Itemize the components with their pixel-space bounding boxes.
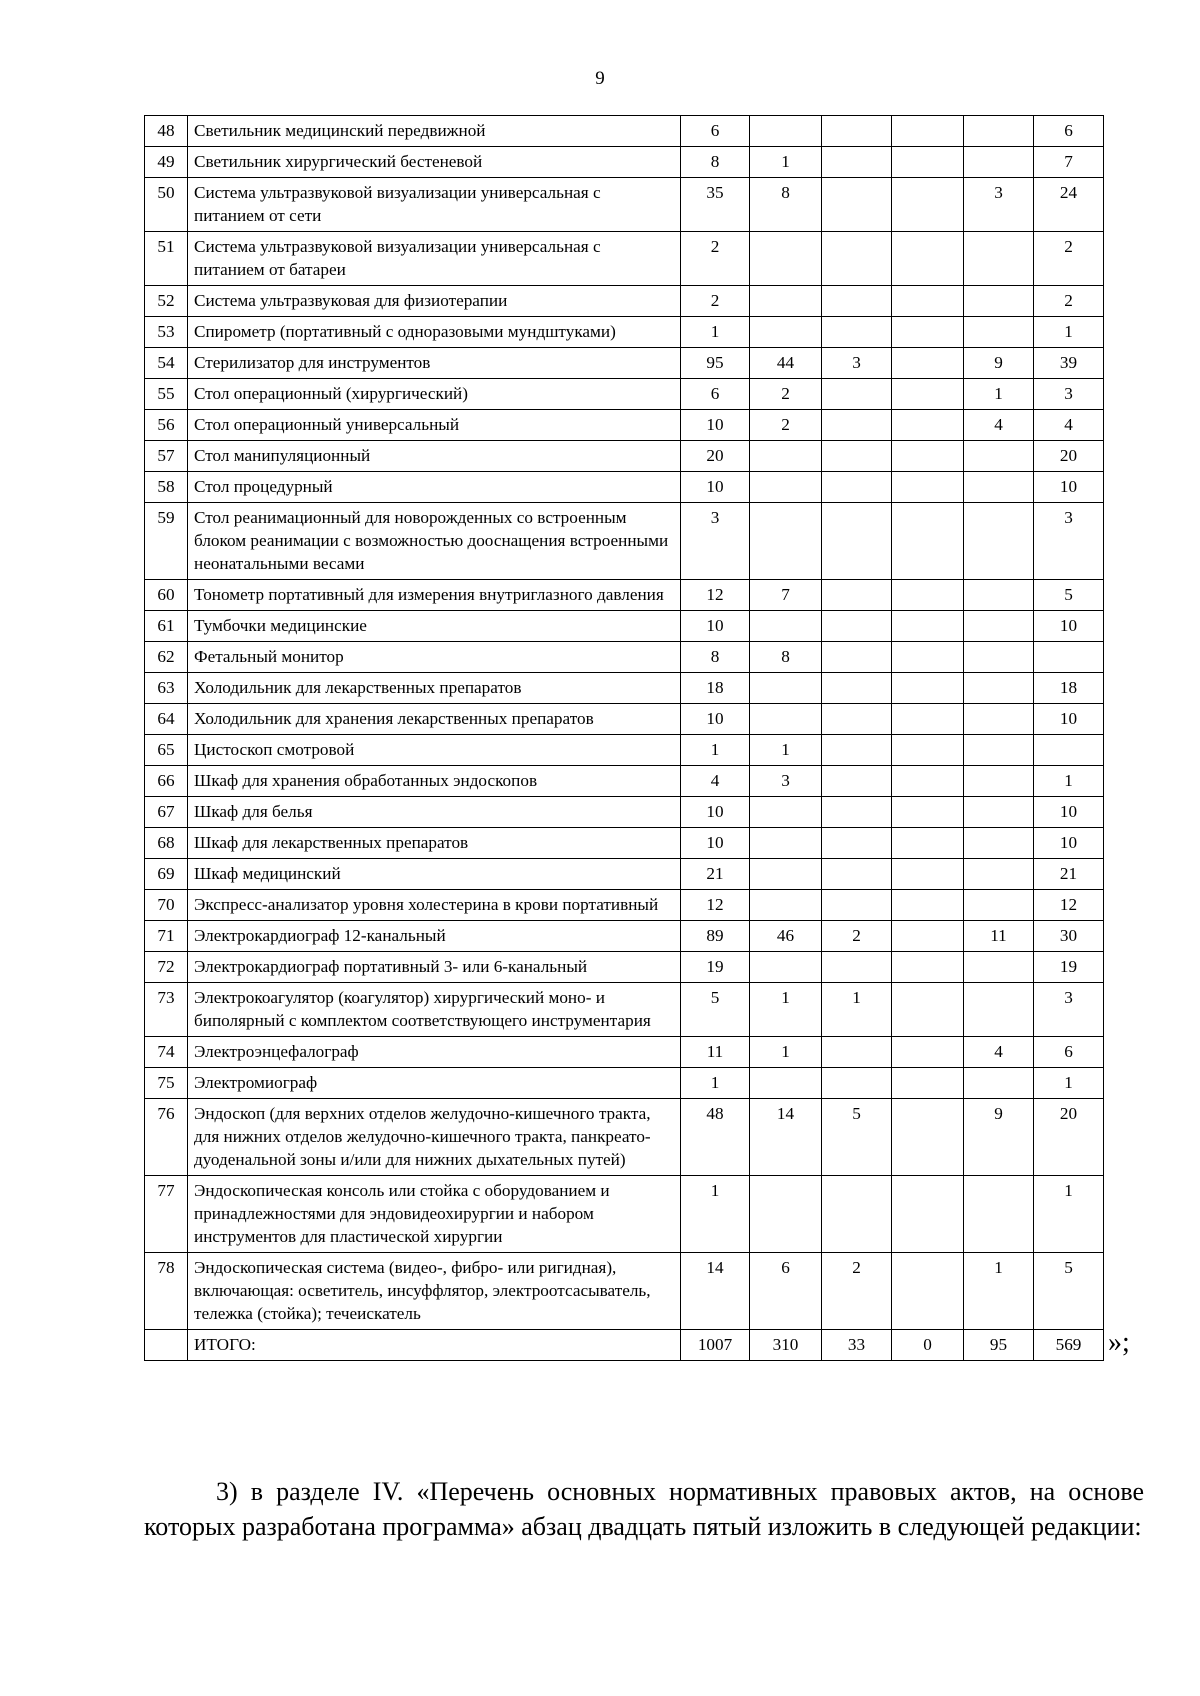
quantity-cell-6: 7 [1034,147,1104,178]
quantity-cell-5 [964,642,1034,673]
quantity-cell-2 [750,952,822,983]
table-row [145,921,1104,952]
row-number: 77 [145,1176,188,1253]
row-number: 75 [145,1068,188,1099]
quantity-cell-4 [892,1176,964,1253]
quantity-cell-3 [822,286,892,317]
quantity-cell-1: 1 [681,1068,750,1099]
row-number: 78 [145,1253,188,1330]
equipment-name: Стол реанимационный для новорожденных со встроенным блоком реанимации с возможностью дооснащения встроенными неонатальными весами [188,503,681,580]
quantity-cell-1: 1 [681,735,750,766]
row-number: 69 [145,859,188,890]
quantity-cell-2 [750,503,822,580]
quantity-cell-6 [1034,642,1104,673]
quantity-cell-5 [964,1068,1034,1099]
equipment-name: Эндоскопическая консоль или стойка с оборудованием и принадлежностями для эндовидеохирургии и набором инструментов для пластической хирургии [188,1176,681,1253]
row-number: 58 [145,472,188,503]
quantity-cell-1: 10 [681,410,750,441]
table-row [145,441,1104,472]
table-row [145,890,1104,921]
quantity-cell-6: 3 [1034,503,1104,580]
equipment-name: Холодильник для лекарственных препаратов [188,673,681,704]
equipment-name: Холодильник для хранения лекарственных препаратов [188,704,681,735]
quantity-cell-1: 19 [681,952,750,983]
quantity-cell-3 [822,828,892,859]
quantity-cell-5 [964,859,1034,890]
quantity-cell-4 [892,441,964,472]
quantity-cell-5: 4 [964,1037,1034,1068]
quantity-cell-3 [822,178,892,232]
table-row [145,147,1104,178]
equipment-name: Эндоскопическая система (видео-, фибро- или ригидная), включающая: осветитель, инсуффлятор, электроотсасыватель, тележка (стойка); течеискатель [188,1253,681,1330]
quantity-cell-5 [964,503,1034,580]
quantity-cell-4 [892,286,964,317]
row-number: 66 [145,766,188,797]
quantity-cell-4 [892,673,964,704]
quantity-cell-1: 10 [681,704,750,735]
quantity-cell-3 [822,232,892,286]
table-row [145,379,1104,410]
equipment-name: Электрокардиограф портативный 3- или 6-канальный [188,952,681,983]
row-number: 71 [145,921,188,952]
quantity-cell-3 [822,472,892,503]
quantity-cell-3 [822,797,892,828]
row-number: 59 [145,503,188,580]
quantity-cell-4 [892,178,964,232]
table-row [145,1099,1104,1176]
quantity-cell-6: 4 [1034,410,1104,441]
quantity-cell-1: 12 [681,580,750,611]
quantity-cell-6: 10 [1034,797,1104,828]
quantity-cell-6: 20 [1034,1099,1104,1176]
quantity-cell-4 [892,379,964,410]
quantity-cell-4 [892,766,964,797]
quantity-cell-6: 2 [1034,286,1104,317]
equipment-name: Тонометр портативный для измерения внутриглазного давления [188,580,681,611]
quantity-cell-3: 2 [822,1253,892,1330]
quantity-cell-2 [750,317,822,348]
quantity-cell-4 [892,580,964,611]
quantity-cell-6: 24 [1034,178,1104,232]
quantity-cell-4 [892,859,964,890]
quantity-cell-2 [750,441,822,472]
closing-quote-mark: »; [1108,1327,1130,1358]
row-number: 49 [145,147,188,178]
amendment-paragraph: 3) в разделе IV. «Перечень основных нормативных правовых актов, на основе которых разработана программа» абзац двадцать пятый изложить в следующей редакции: [144,1477,1144,1541]
quantity-cell-2 [750,286,822,317]
quantity-cell-2: 1 [750,735,822,766]
quantity-cell-2: 1 [750,983,822,1037]
quantity-cell-2 [750,116,822,147]
quantity-cell-6: 2 [1034,232,1104,286]
quantity-cell-5 [964,704,1034,735]
quantity-cell-2: 310 [750,1330,822,1361]
page-number: 9 [595,68,605,89]
equipment-name: Стерилизатор для инструментов [188,348,681,379]
table-row [145,580,1104,611]
quantity-cell-6: 5 [1034,580,1104,611]
table-row [145,116,1104,147]
quantity-cell-4 [892,1068,964,1099]
quantity-cell-5: 9 [964,1099,1034,1176]
row-number: 65 [145,735,188,766]
table-row [145,1176,1104,1253]
row-number: 73 [145,983,188,1037]
quantity-cell-3 [822,890,892,921]
row-number [145,1330,188,1361]
equipment-name: Электроэнцефалограф [188,1037,681,1068]
table-row [145,503,1104,580]
quantity-cell-1: 14 [681,1253,750,1330]
row-number: 54 [145,348,188,379]
quantity-cell-4 [892,735,964,766]
table-row [145,673,1104,704]
quantity-cell-5 [964,673,1034,704]
quantity-cell-2: 46 [750,921,822,952]
quantity-cell-6: 39 [1034,348,1104,379]
quantity-cell-4 [892,828,964,859]
table-row [145,1253,1104,1330]
quantity-cell-5: 3 [964,178,1034,232]
quantity-cell-4 [892,611,964,642]
table-row [145,952,1104,983]
quantity-cell-3 [822,379,892,410]
quantity-cell-4 [892,890,964,921]
quantity-cell-1: 10 [681,828,750,859]
quantity-cell-1: 10 [681,472,750,503]
quantity-cell-4 [892,116,964,147]
quantity-cell-3 [822,116,892,147]
quantity-cell-6: 1 [1034,1068,1104,1099]
quantity-cell-3: 5 [822,1099,892,1176]
quantity-cell-1: 3 [681,503,750,580]
quantity-cell-5 [964,317,1034,348]
equipment-name: Светильник медицинский передвижной [188,116,681,147]
equipment-name: Спирометр (портативный с одноразовыми мундштуками) [188,317,681,348]
quantity-cell-4 [892,1253,964,1330]
quantity-cell-5 [964,580,1034,611]
quantity-cell-2: 3 [750,766,822,797]
quantity-cell-3 [822,611,892,642]
quantity-cell-5 [964,611,1034,642]
equipment-name: Электрокардиограф 12-канальный [188,921,681,952]
quantity-cell-5 [964,797,1034,828]
quantity-cell-6: 3 [1034,983,1104,1037]
quantity-cell-5 [964,952,1034,983]
quantity-cell-6: 19 [1034,952,1104,983]
quantity-cell-6: 1 [1034,766,1104,797]
quantity-cell-2 [750,704,822,735]
quantity-cell-1: 21 [681,859,750,890]
quantity-cell-5 [964,116,1034,147]
total-label: ИТОГО: [188,1330,681,1361]
row-number: 51 [145,232,188,286]
equipment-name: Система ультразвуковой визуализации универсальная с питанием от батареи [188,232,681,286]
quantity-cell-6: 5 [1034,1253,1104,1330]
quantity-cell-2: 2 [750,410,822,441]
table-row [145,611,1104,642]
quantity-cell-3 [822,410,892,441]
equipment-name: Стол манипуляционный [188,441,681,472]
quantity-cell-2 [750,1176,822,1253]
quantity-cell-1: 89 [681,921,750,952]
quantity-cell-6 [1034,735,1104,766]
quantity-cell-5: 11 [964,921,1034,952]
quantity-cell-3 [822,859,892,890]
table-row [145,348,1104,379]
quantity-cell-1: 1007 [681,1330,750,1361]
quantity-cell-2 [750,673,822,704]
table-row [145,704,1104,735]
quantity-cell-3 [822,580,892,611]
quantity-cell-6: 1 [1034,1176,1104,1253]
quantity-cell-4 [892,232,964,286]
quantity-cell-2 [750,232,822,286]
equipment-name: Система ультразвуковая для физиотерапии [188,286,681,317]
equipment-name: Система ультразвуковой визуализации универсальная с питанием от сети [188,178,681,232]
equipment-name: Стол операционный универсальный [188,410,681,441]
quantity-cell-5 [964,983,1034,1037]
quantity-cell-3: 2 [822,921,892,952]
table-row [145,983,1104,1037]
row-number: 50 [145,178,188,232]
equipment-name: Шкаф для хранения обработанных эндоскопов [188,766,681,797]
quantity-cell-5 [964,890,1034,921]
quantity-cell-3: 1 [822,983,892,1037]
quantity-cell-6: 10 [1034,704,1104,735]
quantity-cell-2: 8 [750,178,822,232]
quantity-cell-3 [822,704,892,735]
equipment-table [144,115,1104,1361]
quantity-cell-5: 4 [964,410,1034,441]
quantity-cell-4 [892,410,964,441]
table-body [145,116,1104,1361]
quantity-cell-6: 10 [1034,611,1104,642]
quantity-cell-5 [964,766,1034,797]
quantity-cell-1: 2 [681,286,750,317]
row-number: 67 [145,797,188,828]
table-row [145,859,1104,890]
table-row [145,797,1104,828]
quantity-cell-1: 11 [681,1037,750,1068]
equipment-name: Шкаф для лекарственных препаратов [188,828,681,859]
quantity-cell-6: 30 [1034,921,1104,952]
equipment-name: Шкаф для белья [188,797,681,828]
quantity-cell-2: 6 [750,1253,822,1330]
quantity-cell-1: 12 [681,890,750,921]
quantity-cell-3 [822,952,892,983]
quantity-cell-3: 3 [822,348,892,379]
quantity-cell-2 [750,890,822,921]
quantity-cell-2 [750,797,822,828]
quantity-cell-2 [750,828,822,859]
equipment-name: Электрокоагулятор (коагулятор) хирургический моно- и биполярный с комплектом соответствующего инструментария [188,983,681,1037]
quantity-cell-2: 1 [750,147,822,178]
quantity-cell-4: 0 [892,1330,964,1361]
quantity-cell-6: 21 [1034,859,1104,890]
row-number: 56 [145,410,188,441]
quantity-cell-4 [892,503,964,580]
quantity-cell-3 [822,673,892,704]
table-row [145,642,1104,673]
equipment-name: Экспресс-анализатор уровня холестерина в крови портативный [188,890,681,921]
quantity-cell-5 [964,472,1034,503]
quantity-cell-1: 1 [681,1176,750,1253]
quantity-cell-2: 7 [750,580,822,611]
row-number: 57 [145,441,188,472]
quantity-cell-5 [964,286,1034,317]
quantity-cell-1: 6 [681,379,750,410]
quantity-cell-4 [892,704,964,735]
quantity-cell-2 [750,611,822,642]
quantity-cell-3: 33 [822,1330,892,1361]
quantity-cell-5 [964,147,1034,178]
equipment-name: Эндоскоп (для верхних отделов желудочно-кишечного тракта, для нижних отделов желудочно-кишечного тракта, панкреато-дуоденальной зоны и/или для нижних дыхательных путей) [188,1099,681,1176]
quantity-cell-1: 10 [681,611,750,642]
quantity-cell-3 [822,441,892,472]
row-number: 55 [145,379,188,410]
quantity-cell-1: 6 [681,116,750,147]
quantity-cell-5 [964,441,1034,472]
table-row [145,1068,1104,1099]
quantity-cell-5: 95 [964,1330,1034,1361]
quantity-cell-1: 20 [681,441,750,472]
quantity-cell-2: 1 [750,1037,822,1068]
equipment-name: Шкаф медицинский [188,859,681,890]
quantity-cell-2: 2 [750,379,822,410]
quantity-cell-1: 95 [681,348,750,379]
quantity-cell-2 [750,859,822,890]
quantity-cell-3 [822,147,892,178]
row-number: 61 [145,611,188,642]
quantity-cell-1: 48 [681,1099,750,1176]
total-row [145,1330,1104,1361]
quantity-cell-6: 20 [1034,441,1104,472]
row-number: 72 [145,952,188,983]
quantity-cell-2: 44 [750,348,822,379]
quantity-cell-2: 8 [750,642,822,673]
quantity-cell-4 [892,348,964,379]
table-row [145,232,1104,286]
quantity-cell-2: 14 [750,1099,822,1176]
quantity-cell-1: 18 [681,673,750,704]
quantity-cell-4 [892,1099,964,1176]
table-row [145,317,1104,348]
quantity-cell-2 [750,1068,822,1099]
table-row [145,1037,1104,1068]
quantity-cell-6: 12 [1034,890,1104,921]
quantity-cell-3 [822,1176,892,1253]
quantity-cell-6: 6 [1034,1037,1104,1068]
quantity-cell-5: 9 [964,348,1034,379]
quantity-cell-1: 4 [681,766,750,797]
quantity-cell-6: 10 [1034,828,1104,859]
table-row [145,472,1104,503]
quantity-cell-3 [822,503,892,580]
quantity-cell-6: 18 [1034,673,1104,704]
quantity-cell-1: 1 [681,317,750,348]
table-row [145,410,1104,441]
row-number: 68 [145,828,188,859]
quantity-cell-1: 5 [681,983,750,1037]
row-number: 74 [145,1037,188,1068]
quantity-cell-3 [822,1037,892,1068]
row-number: 62 [145,642,188,673]
equipment-name: Светильник хирургический бестеневой [188,147,681,178]
quantity-cell-4 [892,797,964,828]
table-row [145,828,1104,859]
row-number: 76 [145,1099,188,1176]
quantity-cell-6: 1 [1034,317,1104,348]
row-number: 63 [145,673,188,704]
equipment-name: Электромиограф [188,1068,681,1099]
quantity-cell-4 [892,921,964,952]
quantity-cell-4 [892,472,964,503]
quantity-cell-3 [822,642,892,673]
quantity-cell-5 [964,1176,1034,1253]
quantity-cell-6: 6 [1034,116,1104,147]
quantity-cell-6: 10 [1034,472,1104,503]
quantity-cell-5: 1 [964,379,1034,410]
row-number: 70 [145,890,188,921]
quantity-cell-4 [892,147,964,178]
quantity-cell-3 [822,735,892,766]
quantity-cell-1: 8 [681,642,750,673]
quantity-cell-1: 35 [681,178,750,232]
table-row [145,178,1104,232]
table-row [145,286,1104,317]
quantity-cell-5: 1 [964,1253,1034,1330]
row-number: 52 [145,286,188,317]
row-number: 60 [145,580,188,611]
quantity-cell-4 [892,642,964,673]
quantity-cell-3 [822,766,892,797]
quantity-cell-1: 8 [681,147,750,178]
quantity-cell-4 [892,952,964,983]
row-number: 48 [145,116,188,147]
quantity-cell-5 [964,828,1034,859]
quantity-cell-2 [750,472,822,503]
quantity-cell-5 [964,232,1034,286]
quantity-cell-4 [892,983,964,1037]
table-row [145,766,1104,797]
equipment-name: Цистоскоп смотровой [188,735,681,766]
quantity-cell-1: 10 [681,797,750,828]
quantity-cell-4 [892,1037,964,1068]
equipment-name: Тумбочки медицинские [188,611,681,642]
equipment-name: Стол операционный (хирургический) [188,379,681,410]
row-number: 64 [145,704,188,735]
quantity-cell-4 [892,317,964,348]
quantity-cell-1: 2 [681,232,750,286]
equipment-name: Стол процедурный [188,472,681,503]
quantity-cell-5 [964,735,1034,766]
quantity-cell-3 [822,317,892,348]
quantity-cell-3 [822,1068,892,1099]
quantity-cell-6: 3 [1034,379,1104,410]
table-row [145,735,1104,766]
equipment-name: Фетальный монитор [188,642,681,673]
row-number: 53 [145,317,188,348]
quantity-cell-6: 569 [1034,1330,1104,1361]
